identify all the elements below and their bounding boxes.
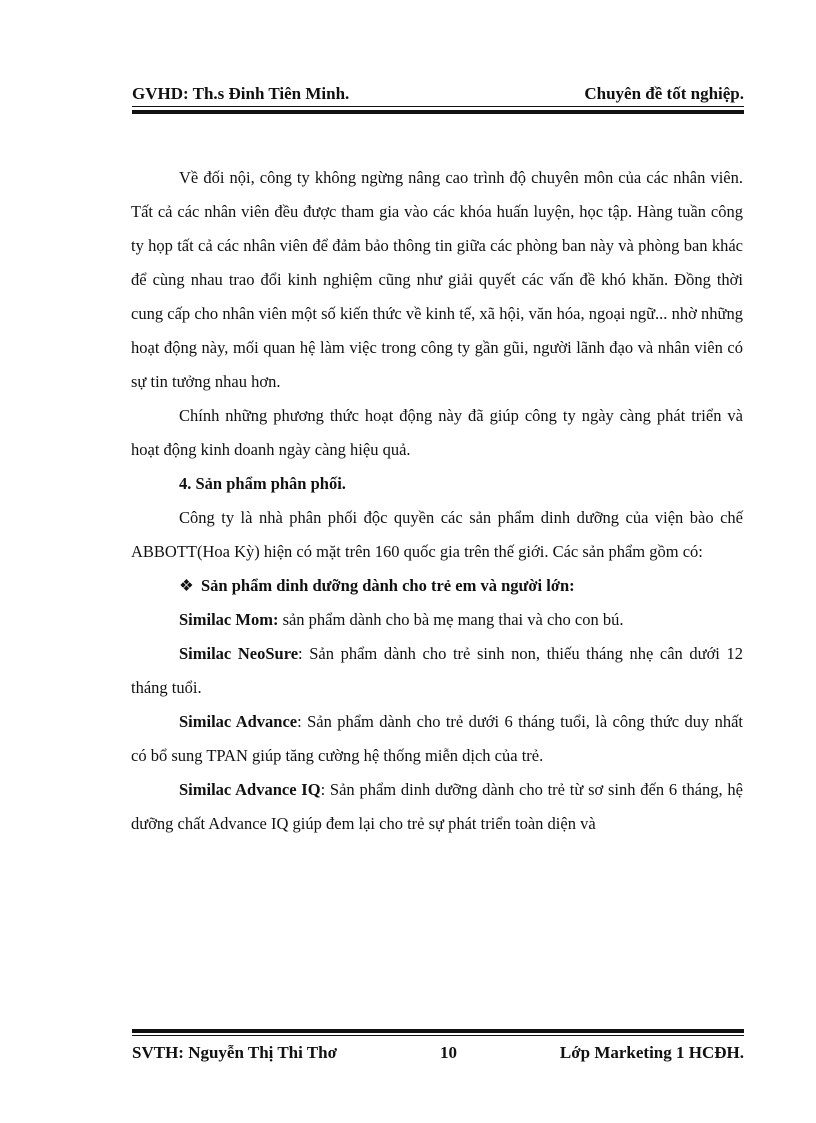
footer-rule-thin <box>132 1035 744 1036</box>
product-description: sản phẩm dành cho bà mẹ mang thai và cho con bú. <box>278 610 624 629</box>
product-description: : Sản phẩm dành cho trẻ sinh non, thiếu tháng nhẹ cân dưới 12 tháng tuổi. <box>131 644 743 697</box>
product-name: Similac NeoSure <box>179 644 299 663</box>
footer-class: Lớp Marketing 1 HCĐH. <box>559 1043 744 1062</box>
page-body <box>131 161 743 841</box>
page-number: 10 <box>440 1043 457 1062</box>
product-name: Similac Advance IQ <box>179 780 321 799</box>
footer-rule-thick <box>132 1029 744 1033</box>
section-heading: 4. Sản phẩm phân phối. <box>179 474 346 493</box>
product-item <box>131 705 743 773</box>
product-name: Similac Mom: <box>179 610 279 629</box>
paragraph-development: Chính những phương thức hoạt động này đã giúp công ty ngày càng phát triển và hoạt động kinh doanh ngày càng hiệu quả. <box>131 406 743 459</box>
product-description: : Sản phẩm dinh dưỡng dành cho trẻ từ sơ sinh đến 6 tháng, hệ dưỡng chất Advance IQ giúp đem lại cho trẻ sự phát triển toàn diện và <box>131 780 744 833</box>
header-rule-thick <box>132 110 744 114</box>
product-item <box>131 773 743 841</box>
page-header <box>132 84 744 104</box>
bullet-heading <box>131 569 743 603</box>
product-name: Similac Advance <box>179 712 298 731</box>
footer-student: SVTH: Nguyễn Thị Thi Thơ <box>132 1043 338 1062</box>
diamond-bullet-icon: ❖ <box>179 576 194 595</box>
page-footer <box>132 1043 744 1063</box>
product-item <box>131 637 743 705</box>
product-description: : Sản phẩm dành cho trẻ dưới 6 tháng tuổi, là công thức duy nhất có bổ sung TPAN giúp tăng cường hệ thống miễn dịch của trẻ. <box>131 712 743 765</box>
product-item <box>131 603 743 637</box>
header-advisor: GVHD: Th.s Đinh Tiên Minh. <box>132 84 350 103</box>
bullet-heading-text: Sản phẩm dinh dưỡng dành cho trẻ em và người lớn: <box>201 576 575 595</box>
paragraph-internal-affairs: Về đối nội, công ty không ngừng nâng cao trình độ chuyên môn của các nhân viên. Tất cả các nhân viên đều được tham gia vào các khóa huấn luyện, học tập. Hàng tuần công ty họp tất cả các nhân viên để đảm bảo thông tin giữa các phòng ban này và phòng ban khác để cùng nhau trao đổi kinh nghiệm cũng như giải quyết các vấn đề khó khăn. Đồng thời cung cấp cho nhân viên một số kiến thức về kinh tế, xã hội, văn hóa, ngoại ngữ... nhờ những hoạt động này, mối quan hệ làm việc trong công ty gần gũi, người lãnh đạo và nhân viên có sự tin tưởng nhau hơn. <box>131 168 743 391</box>
paragraph-distributor: Công ty là nhà phân phối độc quyền các sản phẩm dinh dưỡng của viện bào chế ABBOTT(Hoa Kỳ) hiện có mặt trên 160 quốc gia trên thế giới. Các sản phẩm gồm có: <box>131 508 743 561</box>
header-title: Chuyên đề tốt nghiệp. <box>584 84 744 103</box>
header-rule-thin <box>132 106 744 107</box>
